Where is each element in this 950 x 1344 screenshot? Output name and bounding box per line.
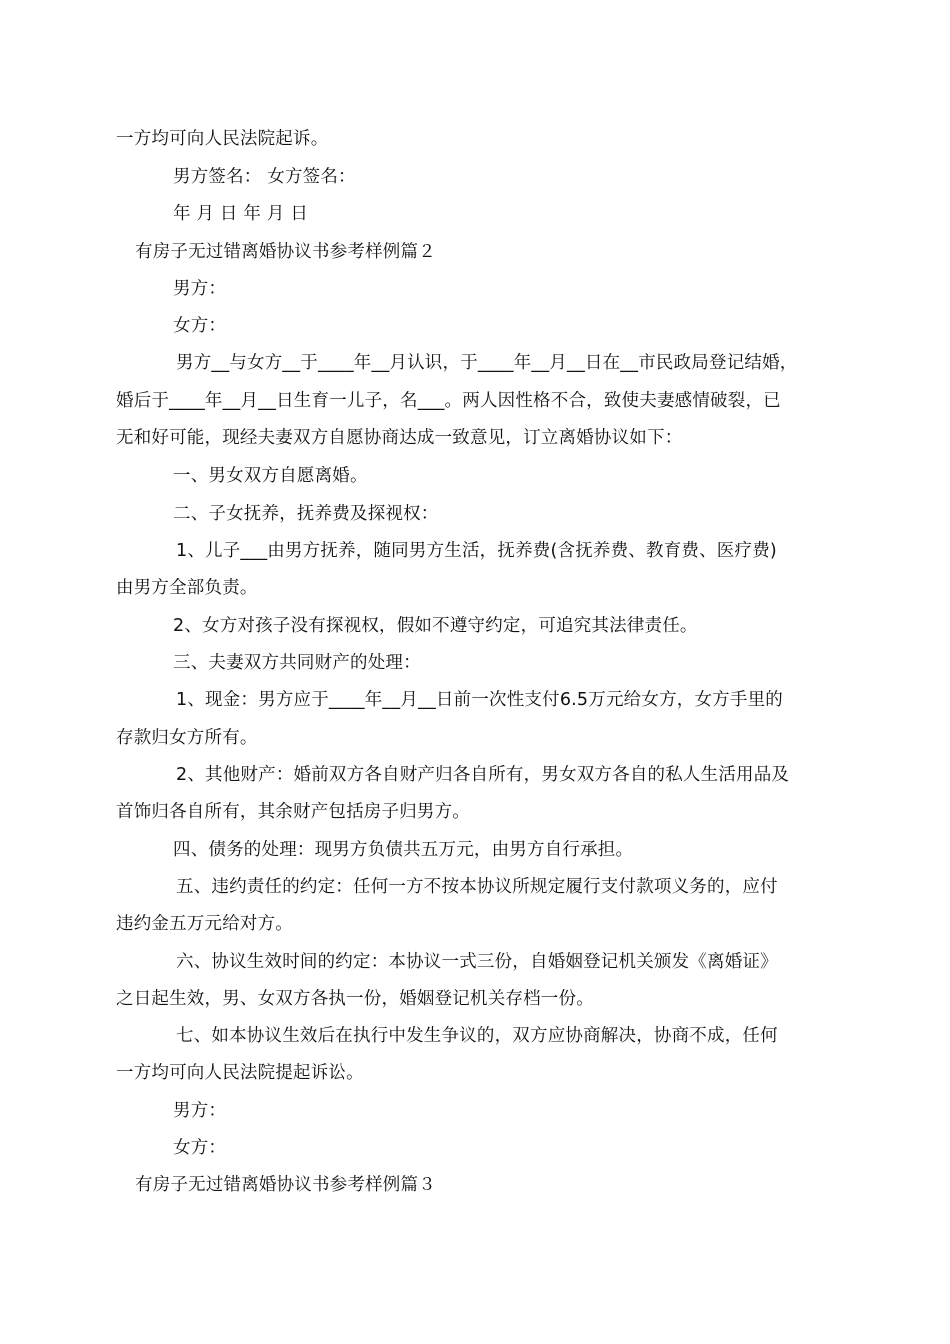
section-heading: 有房子无过错离婚协议书参考样例篇２ — [135, 242, 436, 262]
text-line: 2、女方对孩子没有探视权，假如不遵守约定，可追究其法律责任。 — [173, 616, 698, 636]
section-heading: 有房子无过错离婚协议书参考样例篇３ — [135, 1175, 436, 1195]
text-line: 1、儿子___由男方抚养，随同男方生活，抚养费(含抚养费、教育费、医疗费) — [176, 541, 777, 561]
text-line: 由男方全部负责。 — [116, 578, 258, 598]
clause-1: 一、男女双方自愿离婚。 — [173, 466, 368, 486]
party-male: 男方： — [173, 279, 227, 299]
date-line: 年 月 日 年 月 日 — [173, 204, 309, 224]
text-line: 男方__与女方__于____年__月认识，于____年__月__日在__市民政局登记结婚， — [176, 353, 798, 373]
party-male: 男方： — [173, 1101, 227, 1121]
clause-7: 七、如本协议生效后在执行中发生争议的，双方应协商解决，协商不成，任何 — [176, 1026, 778, 1046]
party-female: 女方： — [173, 316, 227, 336]
signature-line: 男方签名： 女方签名： — [173, 167, 356, 187]
clause-2: 二、子女抚养，抚养费及探视权： — [173, 504, 439, 524]
text-line: 一方均可向人民法院起诉。 — [116, 129, 329, 149]
text-line: 无和好可能，现经夫妻双方自愿协商达成一致意见，订立离婚协议如下： — [116, 428, 683, 448]
text-line: 1、现金：男方应于____年__月__日前一次性支付6.5万元给女方，女方手里的 — [176, 690, 783, 710]
clause-5: 五、违约责任的约定：任何一方不按本协议所规定履行支付款项义务的，应付 — [176, 877, 778, 897]
clause-6: 六、协议生效时间的约定：本协议一式三份，自婚姻登记机关颁发《离婚证》 — [176, 952, 778, 972]
text-line: 婚后于____年__月__日生育一儿子，名___。两人因性格不合，致使夫妻感情破裂，已 — [116, 391, 781, 411]
text-line: 2、其他财产：婚前双方各自财产归各自所有，男女双方各自的私人生活用品及 — [176, 765, 790, 785]
party-female: 女方： — [173, 1138, 227, 1158]
text-line: 一方均可向人民法院提起诉讼。 — [116, 1063, 364, 1083]
clause-3: 三、夫妻双方共同财产的处理： — [173, 653, 421, 673]
text-line: 存款归女方所有。 — [116, 728, 258, 748]
text-line: 首饰归各自所有，其余财产包括房子归男方。 — [116, 802, 470, 822]
clause-4: 四、债务的处理：现男方负债共五万元，由男方自行承担。 — [173, 840, 634, 860]
text-line: 违约金五万元给对方。 — [116, 914, 293, 934]
text-line: 之日起生效，男、女双方各执一份，婚姻登记机关存档一份。 — [116, 989, 594, 1009]
